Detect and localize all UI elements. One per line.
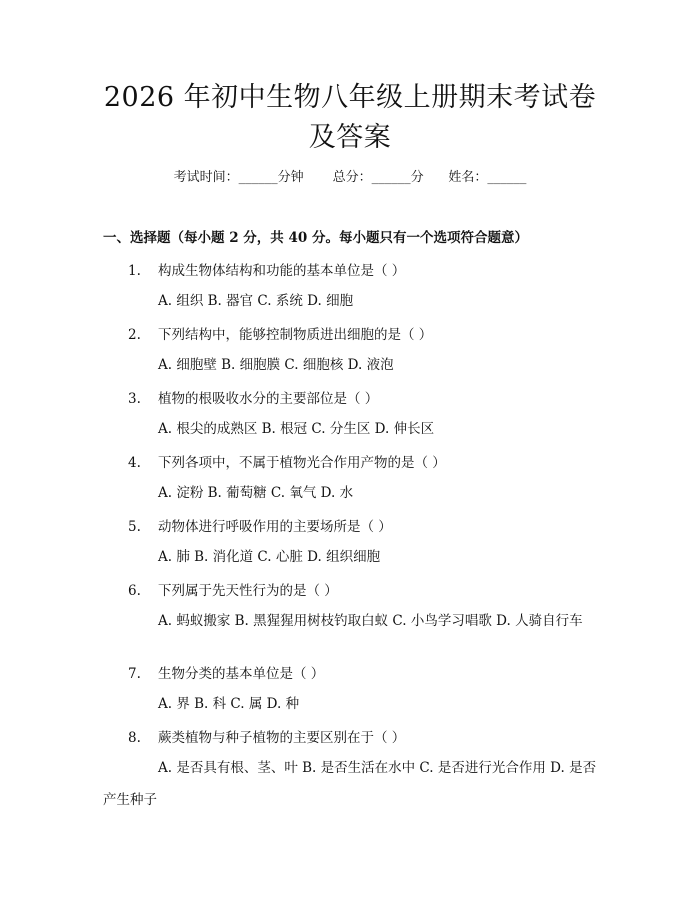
question-number: 4. [128, 455, 141, 471]
question-stem [128, 665, 324, 683]
score-blank: ______ [371, 170, 411, 185]
question-number: 1. [128, 263, 141, 279]
name-blank: ______ [487, 170, 527, 185]
question-text: 植物的根吸收水分的主要部位是（ ） [158, 391, 379, 407]
question-options: A. 根尖的成熟区 B. 根冠 C. 分生区 D. 伸长区 [158, 421, 435, 437]
question-text: 下列属于先天性行为的是（ ） [158, 583, 338, 599]
question-options: A. 细胞壁 B. 细胞膜 C. 细胞核 D. 液泡 [158, 357, 394, 373]
question-number: 7. [128, 666, 141, 682]
question-text: 动物体进行呼吸作用的主要场所是（ ） [158, 519, 392, 535]
question-text: 下列各项中，不属于植物光合作用产物的是（ ） [158, 455, 446, 471]
time-unit: 分钟 [277, 170, 304, 185]
question-number: 3. [128, 391, 141, 407]
question-number: 5. [128, 519, 141, 535]
question-text: 下列结构中，能够控制物质进出细胞的是（ ） [158, 327, 433, 343]
exam-title: 2026 年初中生物八年级上册期末考试卷及答案 [103, 82, 597, 153]
time-blank: ______ [238, 170, 278, 185]
question-options: A. 界 B. 科 C. 属 D. 种 [158, 696, 300, 712]
question-number: 6. [128, 583, 141, 599]
question-number: 8. [128, 730, 141, 746]
question-stem [128, 262, 405, 280]
score-label: 总分： [332, 170, 372, 185]
question-stem [128, 582, 338, 600]
name-label: 姓名： [448, 170, 488, 185]
question-stem [128, 729, 405, 747]
question-stem [128, 454, 446, 472]
question-text: 蕨类植物与种子植物的主要区别在于（ ） [158, 730, 406, 746]
section-heading: 一、选择题（每小题 2 分，共 40 分。每小题只有一个选项符合题意） [103, 230, 528, 246]
time-label: 考试时间： [173, 170, 239, 185]
exam-meta-line [0, 169, 700, 187]
question-options: A. 蚂蚁搬家 B. 黑猩猩用树枝钓取白蚁 C. 小鸟学习唱歌 D. 人骑自行车 [158, 613, 583, 629]
question-stem [128, 326, 432, 344]
question-options: A. 淀粉 B. 葡萄糖 C. 氧气 D. 水 [158, 485, 354, 501]
question-options: A. 是否具有根、茎、叶 B. 是否生活在水中 C. 是否进行光合作用 D. 是否产生种子 [103, 760, 597, 808]
question-stem [128, 518, 392, 536]
question-text: 生物分类的基本单位是（ ） [158, 666, 325, 682]
score-unit: 分 [410, 170, 424, 185]
question-number: 2. [128, 327, 141, 343]
question-options: A. 组织 B. 器官 C. 系统 D. 细胞 [158, 293, 354, 309]
question-options: A. 肺 B. 消化道 C. 心脏 D. 组织细胞 [158, 549, 381, 565]
question-stem [128, 390, 378, 408]
question-text: 构成生物体结构和功能的基本单位是（ ） [158, 263, 406, 279]
